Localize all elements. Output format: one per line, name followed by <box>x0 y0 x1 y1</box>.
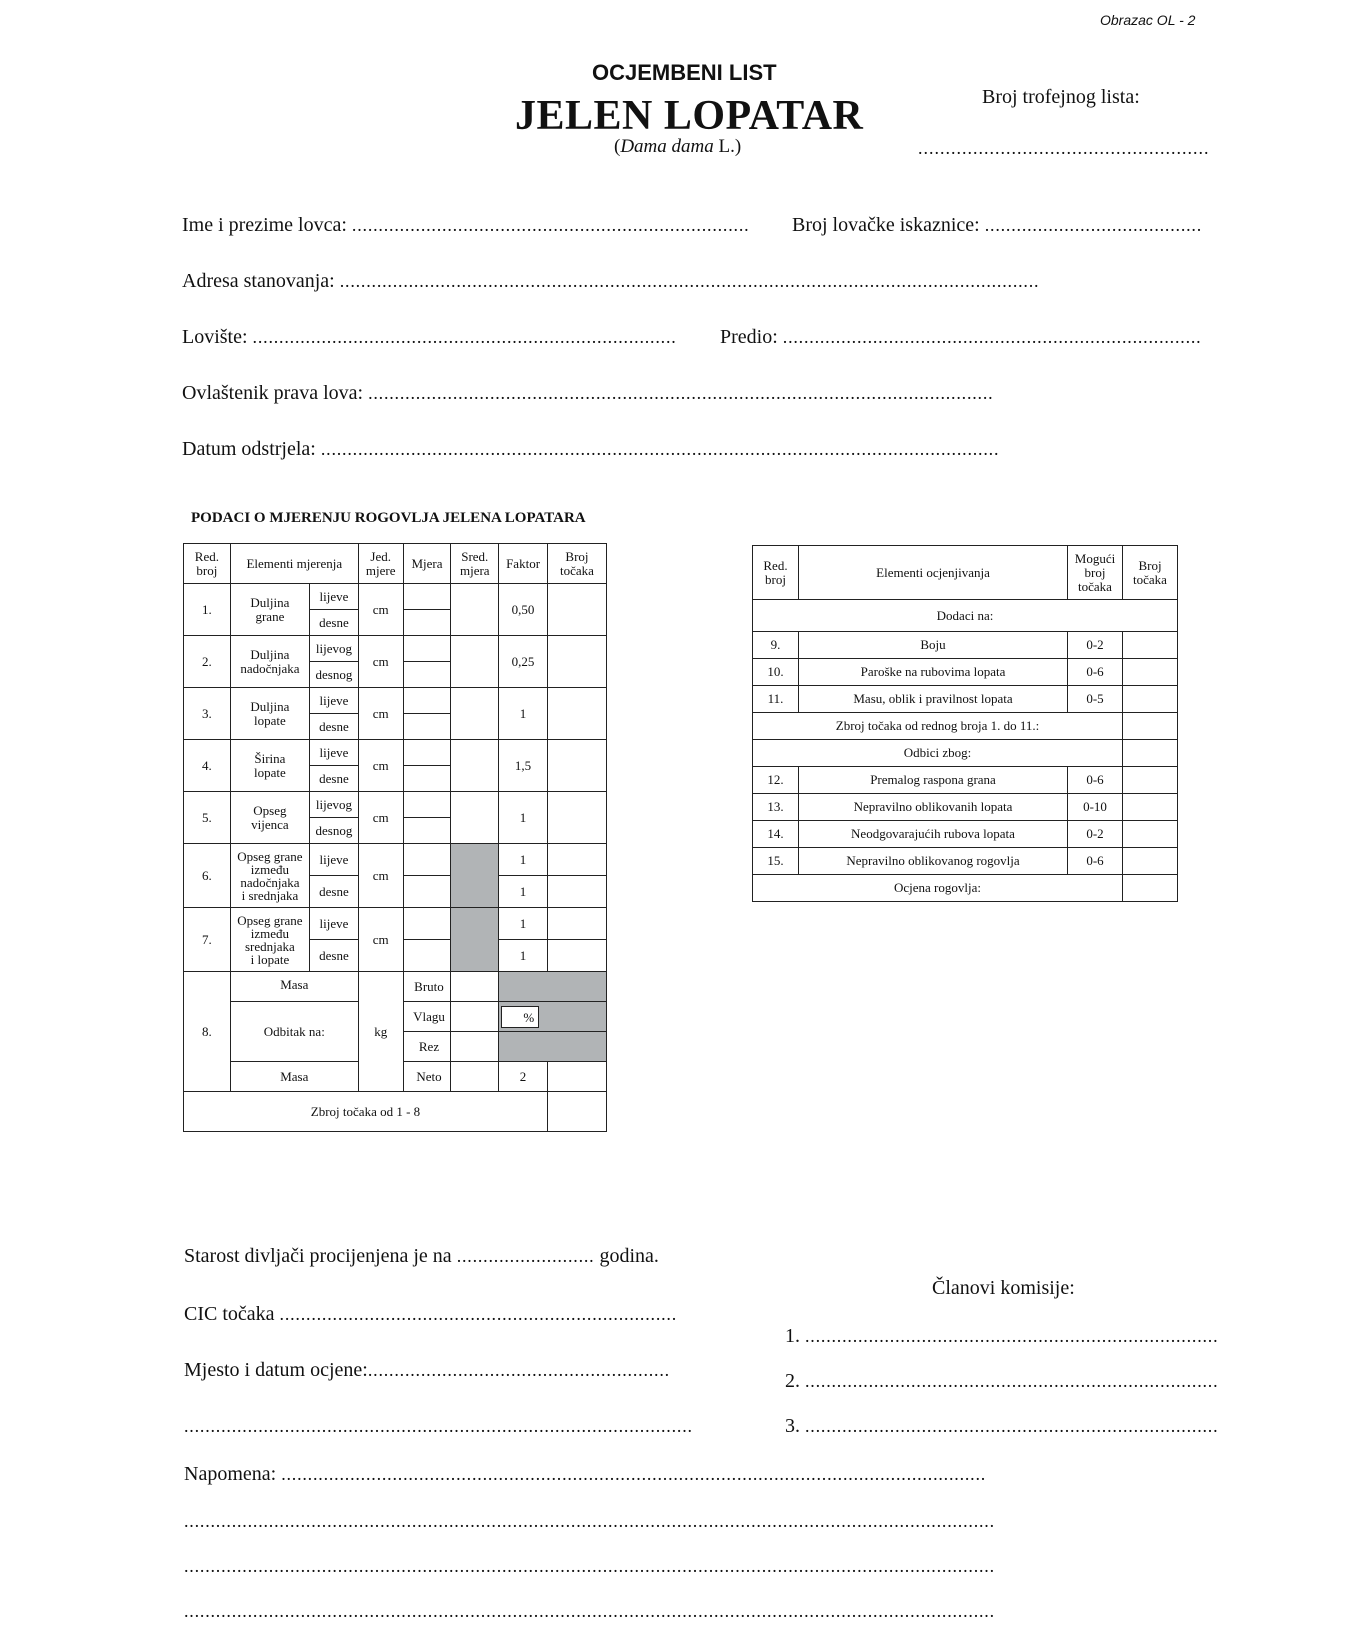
rights-holder-label: Ovlaštenik prava lova: <box>182 382 364 404</box>
row-no: 2. <box>184 636 231 688</box>
total-label: Zbroj točaka od 1 - 8 <box>184 1092 548 1132</box>
points-range: 0-6 <box>1068 767 1123 794</box>
factor: 1 <box>499 844 548 876</box>
row-no: 15. <box>753 848 799 875</box>
eval-table <box>752 545 1178 902</box>
element-name: Opseg vijenca <box>230 792 309 844</box>
latin-name: (Dama dama L.) <box>614 136 742 157</box>
factor: 1 <box>499 908 548 940</box>
hunter-name-field[interactable]: Ime i prezime lovca: ........................................................................... <box>182 214 750 236</box>
final-score-label: Ocjena rogovlja: <box>753 875 1123 902</box>
hunting-ground-field[interactable]: Lovište: ................................................................................ <box>182 326 677 348</box>
area-label: Predio: <box>720 326 778 348</box>
points-cell[interactable] <box>1123 767 1178 794</box>
trophy-list-field[interactable]: ..................................................... <box>918 138 1210 158</box>
points-range: 0-5 <box>1068 686 1123 713</box>
unit: cm <box>358 740 403 792</box>
side-right: desnog <box>310 662 359 688</box>
empty-cell <box>1123 740 1178 767</box>
factor: 1 <box>499 940 548 972</box>
points-cell[interactable] <box>547 688 606 740</box>
row-no: 3. <box>184 688 231 740</box>
element-name: Nepravilno oblikovanih lopata <box>799 794 1068 821</box>
place-date-line[interactable]: ................................................................................................ <box>184 1416 693 1436</box>
measure-table <box>183 543 607 1132</box>
side-left: lijeve <box>310 584 359 610</box>
note-field[interactable]: Napomena: ..................................................................................................................................... <box>184 1463 987 1485</box>
element-name: Neodgovarajućih rubova lopata <box>799 821 1068 848</box>
measure-cell[interactable] <box>403 844 451 876</box>
row-no: 10. <box>753 659 799 686</box>
factor: 2 <box>499 1062 548 1092</box>
points-cell[interactable] <box>1123 632 1178 659</box>
avg-cell-shaded <box>451 908 499 972</box>
avg-cell[interactable] <box>451 584 499 636</box>
note-label: Napomena: <box>184 1463 277 1485</box>
avg-cell[interactable] <box>451 792 499 844</box>
rez-label: Rez <box>403 1032 451 1062</box>
row-no: 8. <box>184 972 231 1092</box>
points-range: 0-6 <box>1068 659 1123 686</box>
points-range: 0-6 <box>1068 848 1123 875</box>
element-name: Širina lopate <box>230 740 309 792</box>
measure-cell[interactable] <box>403 940 451 972</box>
measure-cell[interactable] <box>403 876 451 908</box>
member-1-label: 1. <box>785 1325 800 1347</box>
points-cell[interactable] <box>547 636 606 688</box>
net-mass-label: Masa <box>230 1062 358 1092</box>
points-cell[interactable] <box>547 584 606 636</box>
row-no: 11. <box>753 686 799 713</box>
points-cell[interactable] <box>1123 659 1178 686</box>
hunting-ground-label: Lovište: <box>182 326 248 348</box>
final-score-cell[interactable] <box>1123 875 1178 902</box>
total-points-cell[interactable] <box>547 1092 606 1132</box>
element-name: Duljina grane <box>230 584 309 636</box>
unit: cm <box>358 844 403 908</box>
row-no: 14. <box>753 821 799 848</box>
side-left: lijeve <box>310 688 359 714</box>
side-right: desne <box>310 940 359 972</box>
row-no: 13. <box>753 794 799 821</box>
member-2-field[interactable]: 2. .............................................................................. <box>785 1370 1219 1392</box>
measure-cell[interactable] <box>403 792 451 818</box>
unit: cm <box>358 636 403 688</box>
points-cell[interactable] <box>1123 821 1178 848</box>
mass-label: Masa <box>230 972 358 1002</box>
bruto-label: Bruto <box>403 972 451 1002</box>
row-no: 1. <box>184 584 231 636</box>
percent-box[interactable]: % <box>501 1006 539 1028</box>
member-2-label: 2. <box>785 1370 800 1392</box>
side-right: desne <box>310 766 359 792</box>
element-name: Opseg grane između nadočnjaka i srednjaka <box>230 844 309 908</box>
points-range: 0-2 <box>1068 821 1123 848</box>
side-left: lijevog <box>310 792 359 818</box>
shaded-cell <box>499 972 607 1002</box>
row-no: 6. <box>184 844 231 908</box>
element-name: Opseg grane između srednjaka i lopate <box>230 908 309 972</box>
member-1-field[interactable]: 1. .............................................................................. <box>785 1325 1219 1347</box>
place-date-label: Mjesto i datum ocjene: <box>184 1359 368 1381</box>
col-header-avg: Sred. mjera <box>451 544 499 584</box>
col-header-measure: Mjera <box>403 544 451 584</box>
vlagu-label: Vlagu <box>403 1002 451 1032</box>
element-name: Paroške na rubovima lopata <box>799 659 1068 686</box>
rez-value[interactable] <box>451 1032 499 1062</box>
form-number: Obrazac OL - 2 <box>1100 12 1196 28</box>
col-header-elements: Elementi ocjenjivanja <box>799 546 1068 600</box>
col-header-points: Broj točaka <box>547 544 606 584</box>
points-cell[interactable] <box>1123 794 1178 821</box>
factor: 1 <box>499 688 548 740</box>
deduction-label: Odbitak na: <box>230 1002 358 1062</box>
points-cell[interactable] <box>1123 686 1178 713</box>
note-line[interactable]: ......................................................................................................................................................... <box>184 1511 995 1531</box>
additions-label: Dodaci na: <box>753 600 1178 632</box>
measure-cell[interactable] <box>403 688 451 714</box>
unit: cm <box>358 688 403 740</box>
form-title-small: OCJEMBENI LIST <box>592 60 777 85</box>
measure-cell[interactable] <box>403 662 451 688</box>
factor: 1,5 <box>499 740 548 792</box>
measure-cell[interactable] <box>403 584 451 610</box>
cic-label: CIC točaka <box>184 1303 275 1325</box>
element-name: Boju <box>799 632 1068 659</box>
hunter-name-label: Ime i prezime lovca: <box>182 214 347 236</box>
row-no: 12. <box>753 767 799 794</box>
trophy-list-label: Broj trofejnog lista: <box>982 86 1140 108</box>
points-cell[interactable] <box>547 908 606 940</box>
commission-title: Članovi komisije: <box>932 1277 1075 1299</box>
row-no: 5. <box>184 792 231 844</box>
col-header-no: Red. broj <box>753 546 799 600</box>
col-header-no: Red. broj <box>184 544 231 584</box>
col-header-points: Broj točaka <box>1123 546 1178 600</box>
factor: 1 <box>499 876 548 908</box>
side-right: desnog <box>310 818 359 844</box>
points-cell[interactable] <box>547 844 606 876</box>
neto-value[interactable] <box>451 1062 499 1092</box>
age-label: Starost divljači procijenjena je na <box>184 1245 452 1267</box>
element-name: Nepravilno oblikovanog rogovlja <box>799 848 1068 875</box>
side-left: lijeve <box>310 740 359 766</box>
points-range: 0-2 <box>1068 632 1123 659</box>
points-range: 0-10 <box>1068 794 1123 821</box>
points-cell[interactable] <box>547 876 606 908</box>
vlagu-value[interactable] <box>451 1002 499 1032</box>
col-header-unit: Jed. mjere <box>358 544 403 584</box>
age-suffix: godina. <box>599 1245 659 1267</box>
element-name: Premalog raspona grana <box>799 767 1068 794</box>
points-cell[interactable] <box>547 1062 606 1092</box>
note-line[interactable]: ......................................................................................................................................................... <box>184 1601 995 1621</box>
unit: cm <box>358 792 403 844</box>
address-field[interactable]: Adresa stanovanja: .................................................................................................................................... <box>182 270 1040 292</box>
points-cell[interactable] <box>547 940 606 972</box>
member-3-field[interactable]: 3. .............................................................................. <box>785 1415 1219 1437</box>
measure-cell[interactable] <box>403 714 451 740</box>
side-right: desne <box>310 876 359 908</box>
avg-cell[interactable] <box>451 740 499 792</box>
subtotal-label: Zbroj točaka od rednog broja 1. do 11.: <box>753 713 1123 740</box>
place-date-field[interactable]: Mjesto i datum ocjene:......................................................... <box>184 1359 670 1381</box>
date-of-kill-label: Datum odstrjela: <box>182 438 316 460</box>
row-no: 9. <box>753 632 799 659</box>
date-of-kill-field[interactable]: Datum odstrjela: ................................................................................................................................ <box>182 438 1000 460</box>
measure-cell[interactable] <box>403 610 451 636</box>
measure-cell[interactable] <box>403 636 451 662</box>
measure-cell[interactable] <box>403 766 451 792</box>
cic-field[interactable]: CIC točaka ........................................................................... <box>184 1303 678 1325</box>
col-header-elements: Elementi mjerenja <box>230 544 358 584</box>
factor: 0,50 <box>499 584 548 636</box>
member-3-label: 3. <box>785 1415 800 1437</box>
row-no: 7. <box>184 908 231 972</box>
row-no: 4. <box>184 740 231 792</box>
points-cell[interactable] <box>1123 848 1178 875</box>
address-label: Adresa stanovanja: <box>182 270 335 292</box>
rights-holder-field[interactable]: Ovlaštenik prava lova: ...................................................................................................................... <box>182 382 994 404</box>
area-field[interactable]: Predio: ............................................................................... <box>720 326 1202 348</box>
side-left: lijeve <box>310 844 359 876</box>
side-left: lijevog <box>310 636 359 662</box>
bruto-value[interactable] <box>451 972 499 1002</box>
col-header-possible: Mogući broj točaka <box>1068 546 1123 600</box>
side-right: desne <box>310 714 359 740</box>
neto-label: Neto <box>403 1062 451 1092</box>
shaded-cell <box>499 1032 607 1062</box>
measure-cell[interactable] <box>403 908 451 940</box>
unit: cm <box>358 584 403 636</box>
deductions-label: Odbici zbog: <box>753 740 1123 767</box>
measure-cell[interactable] <box>403 740 451 766</box>
avg-cell-shaded <box>451 844 499 908</box>
unit: cm <box>358 908 403 972</box>
element-name: Masu, oblik i pravilnost lopata <box>799 686 1068 713</box>
unit: kg <box>358 972 403 1092</box>
avg-cell[interactable] <box>451 636 499 688</box>
avg-cell[interactable] <box>451 688 499 740</box>
side-right: desne <box>310 610 359 636</box>
measure-cell[interactable] <box>403 818 451 844</box>
age-field[interactable]: Starost divljači procijenjena je na .......................... godina. <box>184 1245 659 1267</box>
side-left: lijeve <box>310 908 359 940</box>
factor: 1 <box>499 792 548 844</box>
license-no-field[interactable]: Broj lovačke iskaznice: ......................................... <box>792 214 1203 236</box>
shaded-cell <box>499 1002 607 1032</box>
license-no-label: Broj lovačke iskaznice: <box>792 214 980 236</box>
points-cell[interactable] <box>547 792 606 844</box>
col-header-factor: Faktor <box>499 544 548 584</box>
form-title: JELEN LOPATAR <box>515 93 864 139</box>
element-name: Duljina nadočnjaka <box>230 636 309 688</box>
element-name: Duljina lopate <box>230 688 309 740</box>
note-line[interactable]: ......................................................................................................................................................... <box>184 1556 995 1576</box>
measure-table-title: PODACI O MJERENJU ROGOVLJA JELENA LOPATARA <box>191 510 586 526</box>
subtotal-points-cell[interactable] <box>1123 713 1178 740</box>
points-cell[interactable] <box>547 740 606 792</box>
factor: 0,25 <box>499 636 548 688</box>
